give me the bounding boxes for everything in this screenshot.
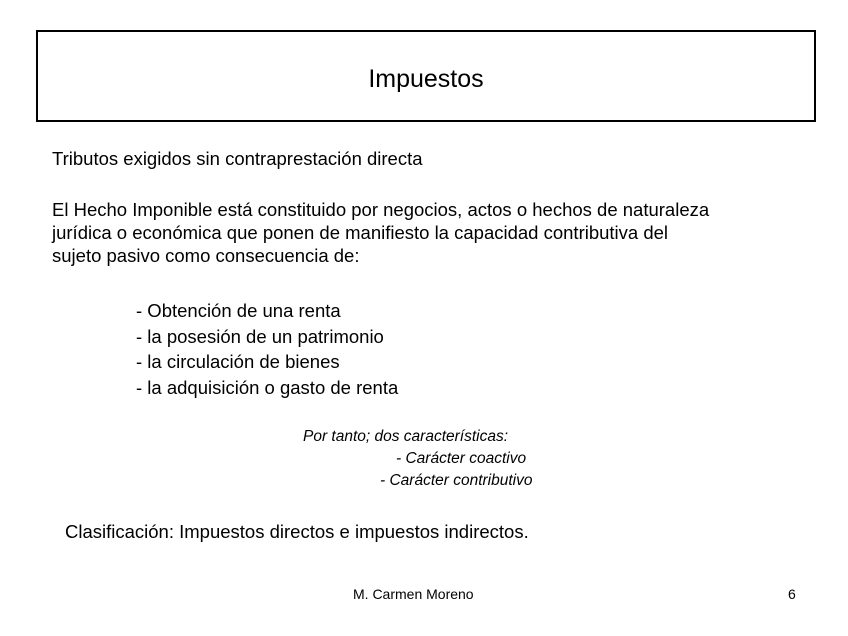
hecho-imponible-paragraph [52, 198, 709, 267]
clasificacion-text: Clasificación: Impuestos directos e impuestos indirectos. [65, 521, 529, 542]
slide-title: Impuestos [368, 64, 484, 93]
hecho-line: jurídica o económica que ponen de manifiesto la capacidad contributiva del [52, 222, 669, 243]
footer-author: M. Carmen Moreno [353, 586, 474, 602]
caracteristica-item: - Carácter coactivo [396, 450, 527, 467]
bullet-item: - Obtención de una renta [136, 300, 341, 321]
title-box [36, 30, 816, 122]
bullet-list [136, 298, 398, 400]
bullet-item: - la posesión de un patrimonio [136, 325, 384, 347]
hecho-line: El Hecho Imponible está constituido por negocios, actos o hechos de naturaleza [52, 199, 710, 220]
page-number: 6 [788, 586, 796, 602]
hecho-line: sujeto pasivo como consecuencia de: [52, 245, 360, 266]
caracteristica-item: - Carácter contributivo [380, 472, 533, 489]
intro-text: Tributos exigidos sin contraprestación directa [52, 148, 423, 169]
por-tanto-text: Por tanto; dos características: [303, 428, 509, 445]
bullet-item: - la circulación de bienes [136, 351, 340, 372]
bullet-item: - la adquisición o gasto de renta [136, 376, 399, 398]
